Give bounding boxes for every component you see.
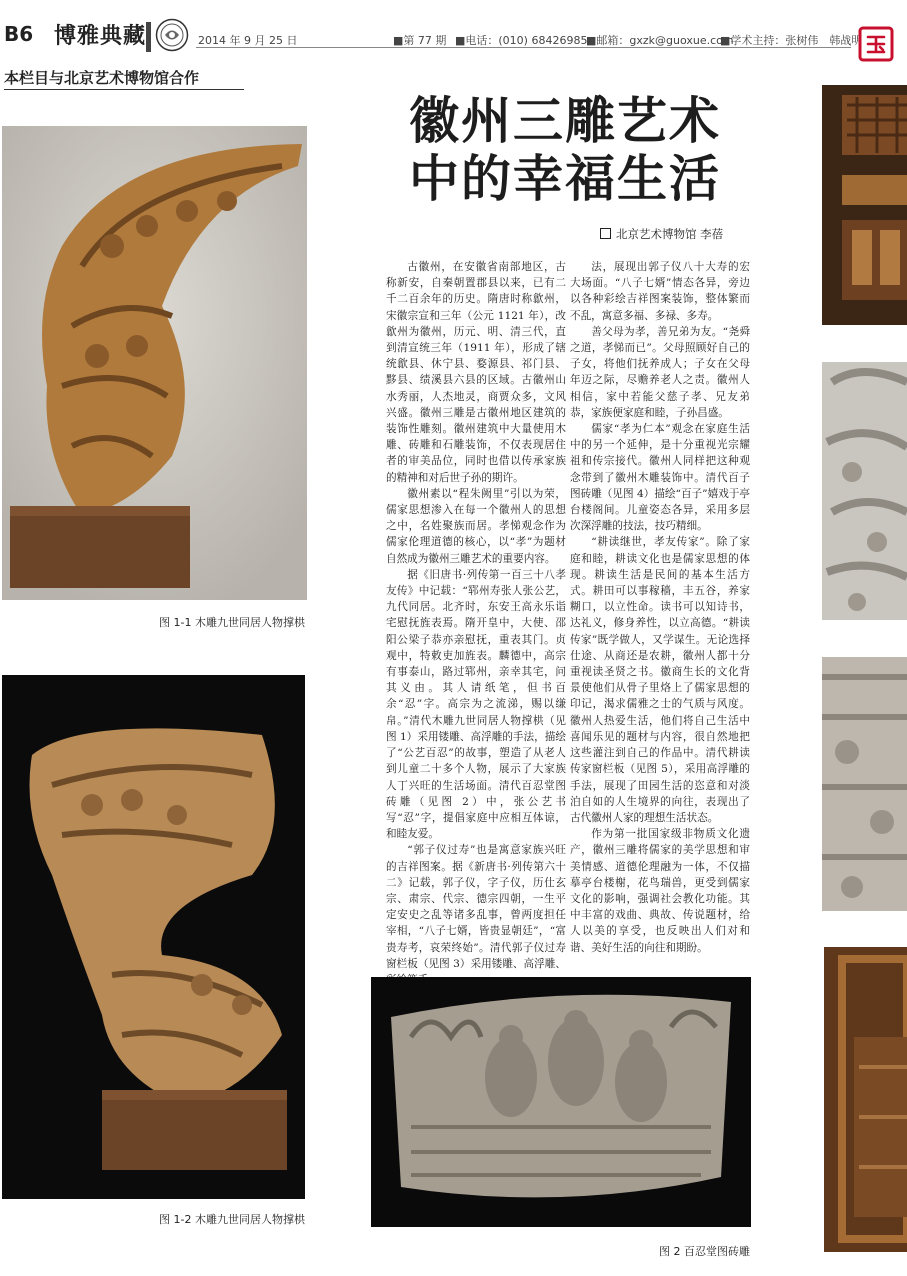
byline-box-icon (600, 228, 611, 239)
article-title (330, 92, 800, 208)
paragraph: 善父母为孝，善兄弟为友。“尧舜之道，孝悌而已”。父母照顾好自己的子女，将他们抚养成人；子女在父母年迈之际，尽赡养老人之责。徽州人相信，家中若能父慈子孝、兄友弟恭，家族便家庭和睦，子孙昌盛。 (570, 325, 750, 419)
cooperation-note: 本栏目与北京艺术博物馆合作 (4, 69, 200, 87)
contact-phone: ■电话：(010) 68426985 (455, 34, 588, 47)
figure-2-caption: 图 2 百忍堂图砖雕 (659, 1245, 750, 1258)
figure-1-2-caption: 图 1-2 木雕九世同居人物撑栱 (159, 1213, 305, 1226)
paragraph: 法，展现出郭子仪八十大寿的宏大场面。“八子七婿”情态各异，旁边以各种彩绘吉祥图案装饰，整体繁而不乱，寓意多福、多禄、多寿。 (570, 261, 750, 322)
figure-3-photo-cropped (822, 85, 907, 325)
seal-emblem-icon (155, 18, 189, 52)
figure-1-1-photo (2, 126, 307, 600)
figure-5-photo-cropped (824, 947, 907, 1252)
paragraph: “郭子仪过寿”也是寓意家族兴旺的吉祥图案。据《新唐书·列传第六十二》记载，郭子仪，字子仪，历仕玄宗、肃宗、代宗、德宗四朝，一生平定安史之乱等诸多乱事，曾两度担任宰相，“八子七婿，皆贵显朝廷”，“富贵寿考，哀荣终始”。清代郭子仪过寿窗栏板（见图 3）采用镂雕、高浮雕、 (386, 844, 566, 970)
cooperation-rule (4, 89, 244, 90)
figure-4b-photo-cropped (822, 657, 907, 911)
byline: 北京艺术博物馆 李蓓 (600, 226, 723, 242)
paragraph: 徽州素以“程朱阙里”引以为荣，儒家思想渗入在每一个徽州人的思想之中，名姓聚族而居。孝悌观念作为儒家伦理道德的核心，以“孝”为题材自然成为徽州三雕艺术的重要内容。 (386, 487, 566, 565)
paragraph: 儒家“孝为仁本”观念在家庭生活中的另一个延伸，是十分重视光宗耀祖和传宗接代。徽州人同样把这种观念带到了徽州木雕装饰中。清代百子图砖雕（见图 4）描绘“百子”嬉戏于亭台楼阁间。儿童姿态各异，采用多层次深浮雕的技法，技巧精细。 (570, 423, 750, 533)
paragraph: 作为第一批国家级非物质文化遗产，徽州三雕将儒家的美学思想和审美情感、道德伦理融为一体，不仅描摹亭台楼榭，花鸟瑞兽，更受到儒家文化的影响，强调社会教化功能。其中丰富的戏曲、典故、传说题材，给人以美的享受，也反映出人们对和谐、美好生活的向往和期盼。 (570, 828, 750, 954)
header-divider-bar (146, 22, 151, 52)
header-rule (196, 47, 851, 48)
paragraph: 古徽州，在安徽省南部地区，古称新安，自秦朝置郡县以来，已有二千二百余年的历史。隋唐时称歙州，宋徽宗宣和三年（公元 1121 年），改歙州为徽州，历元、明、清三代，直到清宣统三年（1911 年），形成了辖统歙县、休宁县、婺源县、祁门县、黟县、绩溪县六县的区域。古徽州山水秀丽，人杰地灵，商贾众多，文风兴盛。徽州三雕是古徽州地区建筑的装饰性雕刻。徽州建筑中大量使用木雕、砖雕和石雕装饰，不仅表现居住者的审美品位，同时也借以传承家族的精神和对后世子孙的期许。 (386, 261, 566, 484)
svg-text:国: 国 (876, 50, 877, 51)
contact-email: ■邮箱：gxzk@guoxue.com (586, 34, 734, 47)
section-name: 博雅典藏 (54, 23, 147, 49)
paragraph: 据《旧唐书·列传第一百三十八孝友传》中记载：“郓州寿张人张公艺，九代同居。北齐时，东安王高永乐诣宅慰抚旌表焉。隋开皇中，大使、邵阳公梁子恭亦亲慰抚，重表其门。贞观中，特敕吏加旌表。麟德中，高宗有事泰山，路过郓州，亲幸其宅，问其义由。其人请纸笔，但书百余“忍”字。高宗为之流涕，赐以缣帛。”清代木雕九世同居人物撑栱（见图 1）采用镂雕、高浮雕的手法，描绘了“公艺百忍”的故事，塑造了从老人到儿童二十多个人物，展示了大家族人丁兴旺的生活场面。清代百忍堂图砖雕（见图 2）中，张公艺书写“忍”字，提倡家庭中应相互体谅，和睦友爱。 (386, 568, 566, 841)
figure-1-1-caption: 图 1-1 木雕九世同居人物撑栱 (159, 616, 305, 629)
issue-date: 2014 年 9 月 25 日 (198, 34, 298, 47)
figure-1-2-photo (2, 675, 305, 1199)
article-column-2 (570, 259, 750, 956)
title-line-2: 中的幸福生活 (409, 149, 721, 208)
article-column-1 (386, 259, 566, 988)
guoxue-logo-icon (858, 26, 894, 62)
title-line-1: 徽州三雕艺术 (409, 91, 721, 150)
figure-4-photo-cropped (822, 362, 907, 620)
figure-2-photo (371, 977, 751, 1227)
paragraph: “耕读继世，孝友传家”。除了家庭和睦，耕读文化也是儒家思想的体现。耕读生活是民间的基本生活方式。耕田可以事稼穑，丰五谷，养家糊口，以立性命。读书可以知诗书，达礼义，修身养性，以立高德。“耕读传家”既学做人，又学谋生。无论选择仕途、从商还是农耕，徽州人都十分重视读圣贤之书。徽商生长的文化背景使他们从骨子里烙上了儒家思想的印记，渴求儒雅之士的气质与风度。徽州人热爱生活，他们将自己生活中喜闻乐见的题材与内容，很自然地把这些灌注到自己的作品中。清代耕读传家窗栏板（见图 5），采用高浮雕的手法，展现了田园生活的恣意和对淡泊自如的人生境界的向往，表现出了古代徽州人家的理想生活状态。 (570, 536, 750, 824)
issue-number: ■第 77 期 (393, 34, 447, 47)
page-number: B6 (4, 22, 34, 46)
academic-hosts: ■学术主持：张树伟 韩战明 (720, 34, 863, 47)
